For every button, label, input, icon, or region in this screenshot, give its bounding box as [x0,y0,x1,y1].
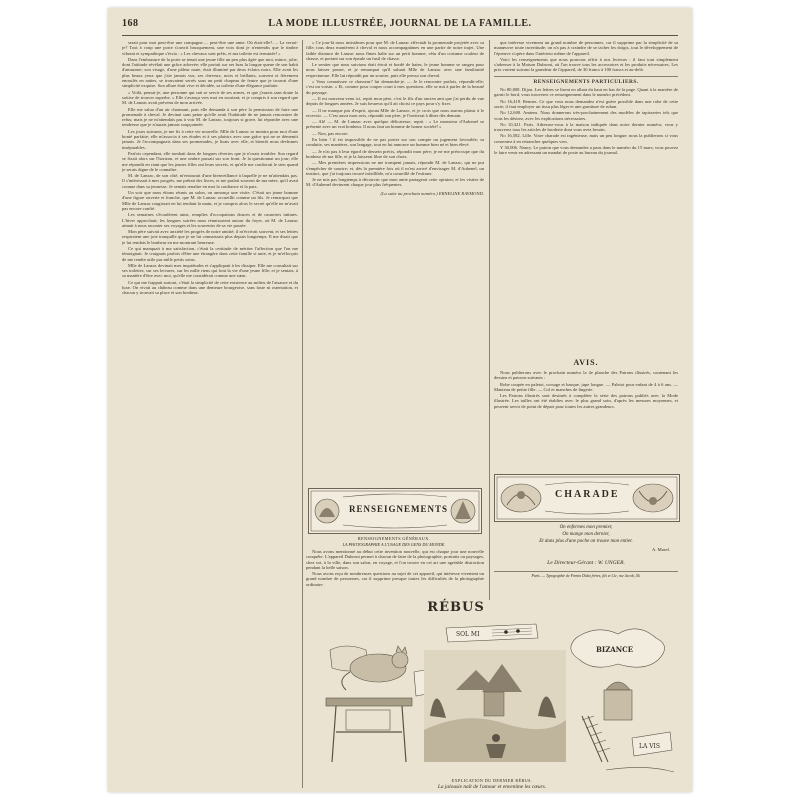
paragraph: Le sentier que nous suivions était étroit et bordé de haies; le jeune homme se rangea pour nous laisser passer, et je remarquai qu'il saluait Mlle de Lanzac avec une familiarité respectueuse. Elle lui répondit par un sourire, puis elle pressa son cheval. [306,62,484,78]
paragraph: Nous publierons avec le prochain numéro la 4e planche des Patrons illustrés, contenant les dessins et patrons suivants : [494,370,678,381]
avis-text [494,370,678,470]
newspaper-page [108,8,692,792]
text-column-middle [306,40,484,486]
charade-verse [494,524,678,545]
charade-author: A. Morel. [652,547,670,552]
paragraph: Nous avons reçu de nombreuses questions au sujet de cet appareil, qui intéresse vivement un grand nombre de personnes, car il supprime presque toutes les difficultés de la photographie ordinaire. [306,571,484,587]
rebus-bizance-label: BIZANCE [596,645,634,654]
printer-rule [494,571,678,572]
notice: No 80,808. Dijon. Les lettres se lisent en allant du haut en bas de la page. Quant à la manière de garnir le bord, vous trouverez ce renseignement dans le numéro précédent. [494,87,678,98]
paragraph: Robe coupée en paletot, corsage et basque, jupe longue. — Paletot pour enfant de 4 à 6 ans. — Manteau de petite fille. — Col et manches de lingerie. [494,381,678,392]
paragraph: — Il ne manque pas d'esprit, ajouta Mlle de Lanzac, et je crois que nous aurons plaisir à le recevoir. — C'est aussi mon avis, répondit son père; je l'inviterai à dîner dès demain. [306,107,484,118]
notice: No 16,582. Lille. Votre charade est ingénieuse, mais un peu longue; nous la publierons si vous consentez à en retrancher quelques vers. [494,133,678,144]
text-column-left [122,40,298,788]
rebus-notes: SOL MI [456,631,480,638]
printer-imprint: Paris. — Typographie de Firmin Didot frères, fils et Cie, rue Jacob, 56. [531,574,641,578]
paragraph: serait pour moi peut-être une compagne..... peut-être une amie. Où était-elle?..... La verrai-je? Tout à coup une porte s'ouvrit brusquement, une voix dont je n'entendis que le timbre vibrant et sympathique s'écria : « Les chevaux sont prêts, et ma toilette est terminée! » [122,40,298,56]
section-rule [494,76,678,77]
journal-title: LA MODE ILLUSTRÉE, JOURNAL DE LA FAMILLE. [268,18,532,29]
paragraph: Mon père suivait avec anxiété les progrès de notre amitié; il m'écrivait souvent, et ses lettres respiraient une joie tranquille que je ne lui connaissais plus depuis longtemps. Il me disait que je lui rendais le bonheur en me montrant heureuse. [122,229,298,245]
paragraph: Les jours suivants, je me fis à cette vie nouvelle. Mlle de Lanzac se montra pour moi d'une bonté parfaite; elle m'associa à ses études et à ses plaisirs avec une grâce qui ne se démentit jamais. Je l'accompagnais dans ses promenades, je lisais avec elle, et bientôt nous devînmes inséparables. [122,128,298,150]
notice: Y 30,006. Nancy. Le patron que vous demandez a paru dans le numéro du 15 mars; vous pouvez le faire venir en adressant un mandat de poste au bureau du journal. [494,145,678,156]
paragraph: — Mes premières impressions ne me trompent jamais, répondit M. de Lanzac, qui ne put s'empêcher de sourire; et, dès la première fois où il m'est arrivé d'envisager M. d'Aubenel, un instinct, que j'ai toujours trouvé infaillible, m'a conseillé de l'estimer. [306,160,484,176]
header-rule [122,35,678,36]
paragraph: « Ce jour-là nous insistâmes pour que M. de Lanzac effectuât la promenade projetée avec sa fille; tous deux montèrent à cheval et nous accompagnâmes en une partie de notre trajet. Une faible distance de Lanzac nous fîmes halte sur un petit homme, vêtu d'un costume couleur de chasse, et portant sur son épaule un fusil de chasse. [306,40,484,61]
paragraph: Les semaines s'écoulèrent ainsi, remplies d'occupations douces et de causeries intimes. L'hiver approchait; les longues soirées nous réunissaient autour du foyer, où M. de Lanzac aimait à nous raconter ses voyages et les souvenirs de sa vie passée. [122,212,298,228]
rebus-illustration [306,620,678,780]
paragraph: Mlle de Lanzac devinait mes inquiétudes et s'appliquait à les dissiper. Elle me consultait sur ses toilettes, sur ses lectures, sur les mille riens qui font la vie d'une jeune fille; et je sentais, à sa manière d'être avec moi, qu'elle me considérait comme une sœur. [122,262,298,279]
verse-line: Et dans plus d'une poche on trouve mon entier. [539,539,633,544]
paragraph: Dans l'embrasure de la porte se tenait une jeune fille un peu plus âgée que moi, mince, jolie, dont l'attitude révélait une grâce achevée; elle portait sur ses bras la longue queue de son habit d'amazone; son visage, d'une pâleur mate, était illuminé par deux éclairs noirs. Elle avait les plus beaux yeux que j'aie jamais vus; ses cheveux, noirs et brillants, souvent et fièrement enroulés en nattes, se trouvaient serrés sous un petit chapeau de feutre que je trouvai d'une simplicité exquise. Son allure était vive et décidée, sa toilette d'une élégance parfaite. [122,56,298,89]
column-divider-left [302,40,303,788]
paragraph: En bien ! il est impossible de ne pas porter sur son compte un jugement favorable; sa conduite, ses manières, son langage, tout en lui annonce un homme bien né et bien élevé. [306,137,484,148]
text-column-right [494,40,678,352]
section-heading: RENSEIGNEMENTS PARTICULIERS. [533,78,639,85]
paragraph: Ce qui manquait à ma satisfaction, c'était la certitude de mériter l'affection que l'on me témoignait. Je craignais parfois d'être une étrangère dans cette famille si unie, et je m'efforçais de me rendre utile par mille petits soins. [122,245,298,262]
rebus-drawing [306,620,678,780]
paragraph: Nous avons mentionné au début cette invention nouvelle, qui est chaque jour une nouvelle conquête. L'appareil Dubroni permet à chacun de faire de la photographie, portraits ou paysages, chez soi, à la ville, dans son salon, en voyage, et l'on trouve en cet art une agréable distraction pendant la belle saison. [306,549,484,570]
notice: No 12,600. Amiens. Nous donnerons très-prochainement des modèles de tapisseries tels que vous les désirez, avec les explications nécessaires. [494,110,678,121]
paragraph: Parfois cependant, elle tombait dans de longues rêveries que je n'osais troubler. Son regard se fixait alors sur l'horizon, et une ombre passait sur son front. Je la questionnai un jour; elle me répondit en riant que les jeunes filles ont leurs secrets, et qu'elle me confierait le sien quand je serais digne de le connaître. [122,150,298,172]
rebus-title: RÉBUS [427,600,485,615]
paragraph: Ce qui me frappait surtout, c'était la simplicité de cette existence au milieu de l'aisance et du luxe. On vivait au château comme dans une demeure bourgeoise, sans faste ni ostentation, et chacun y trouvait sa place et son bonheur. [122,279,298,296]
paragraph: — Il est nouveau venu ici, reprit mon père, c'est le fils d'un ancien ami que j'ai perdu de vue depuis de longues années. Je suis heureux qu'il ait choisi ce pays pour s'y fixer. [306,95,484,107]
renseignements-subtitle: RENSEIGNEMENTS GÉNÉRAUX. [357,536,431,541]
renseignements-subsubtitle: LA PHOTOGRAPHIE A L'USAGE DES GENS DU MONDE. [342,542,446,547]
paragraph: Les Patrons illustrés sont destinés à compléter la série des patrons publiés avec la Mode illustrée. Les tailles ont été établies avec le plus grand soin, d'après les mesures moyennes, et peuvent servir de point de départ pour toutes les autres grandeurs. [494,393,678,409]
paragraph: que intéresse vivement un grand nombre de personnes, car il supprime par la simplicité de sa manœuvre toute incertitude; on n'a pas à craindre de se tacher les doigts, tout le développement de l'épreuve s'opère dans l'intérieur même de l'appareil. [494,40,678,56]
renseignements-banner [308,488,482,534]
paragraph: Elle me salua d'un air charmant, puis elle demanda à son père la permission de faire une promenade à cheval. Je devinai sans peine qu'elle avait l'habitude de ne jamais rencontrer de refus; mais je ne m'attendais pas à voir M. de Lanzac, toujours si grave, lui répondre avec une tendresse que je n'aurais jamais soupçonnée. [122,106,298,128]
verse-line: On mange mon dernier, [562,532,610,537]
renseignements-text [306,549,484,597]
paragraph: M. de Lanzac, de son côté, m'entourait d'une bienveillance à laquelle je ne m'attendais pas. Il s'intéressait à mes progrès, me prêtait des livres, et me parlait souvent de ma mère, qu'il avait connue dans sa jeunesse. Je sentais renaître en moi la confiance et la paix. [122,173,298,189]
notice: No 16,418. Rennes. Ce que vous nous demandez n'est guère possible dans une robe de cette sorte; il faut employer un tissu plus léger et une garniture de ruban. [494,98,678,109]
avis-title: AVIS. [573,358,599,367]
paragraph: Voici les renseignements que nous pouvons offrir à nos lecteurs : il faut tout simplement s'adresser à la Maison Dubroni, où l'on trouve tous les accessoires et les produits nécessaires. Les prix varient suivant la grandeur de l'appareil, de 30 francs à 100 francs et au-delà. [494,56,678,73]
paragraph: « Voilà, pensai-je, une personne qui sait se servir de ses armes, et que j'aurais sans doute la sottise de trouver superbe. » Elle s'avança vers moi en souriant; et je compris à son regard que M. de Lanzac avait prévenu de mon arrivée. [122,89,298,106]
renseignements-title: RENSEIGNEMENTS [349,504,449,514]
rebus-solution: La jalousie naît de l'amour et envenime les cœurs. [437,784,547,790]
charade-title: CHARADE [555,489,620,500]
charade-banner [494,474,680,522]
directeur-gerant: Le Directeur-Gérant : W. UNGER. [547,560,625,566]
paragraph: — Ah! — M. de Lanzac avec quelque délicatesse, reprit : « Le monsieur d'Aubenel se présente avec un vrai bonheur. Il nous faut un homme de bonne société! » [306,119,484,130]
paragraph: Un soir que nous étions réunis au salon, on annonça une visite. C'était un jeune homme d'une figure ouverte et franche, que M. de Lanzac accueillit comme un fils. Je remarquai que Mlle de Lanzac rougissait en lui tendant la main, et je compris alors le secret qu'elle ne m'avait pas encore confié. [122,190,298,211]
notice: No 10,421. Paris. Adressez-vous à la maison indiquée dans notre dernier numéro; vous y trouverez tous les articles de broderie dont vous avez besoin. [494,121,678,133]
paragraph: Je ne mis pas longtemps à découvrir que mon amie partageait cette opinion; et les visites de M. d'Aubenel devinrent chaque jour plus fréquentes. [306,177,484,188]
column-divider-right [489,40,490,600]
rebus-explanation-heading: EXPLICATION DU DERNIER RÉBUS. [451,778,533,783]
article-signature: (La suite au prochain numéro.) ERNELINE RAYMOND. [380,190,484,196]
verse-line: On enfermes mon premier, [559,525,613,530]
page-number: 168 [122,18,139,29]
rebus-vis-label: LA VIS [639,743,661,750]
paragraph: — Je n'ai pas à leur égard de dessein précis, répondit mon père; je ne me préoccupe que du bonheur de ma fille, et je la laisserai libre de son choix. [306,148,484,159]
paragraph: « Vous connaissez ce chasseur? lui demandai-je. — Je le rencontre parfois, répondit-elle; c'est un voisin. » Et, comme pour couper court à mes questions, elle se mit à parler de la beauté du paysage. [306,79,484,95]
page-header [122,18,678,34]
paragraph: — Non, pas encore. [312,130,349,136]
